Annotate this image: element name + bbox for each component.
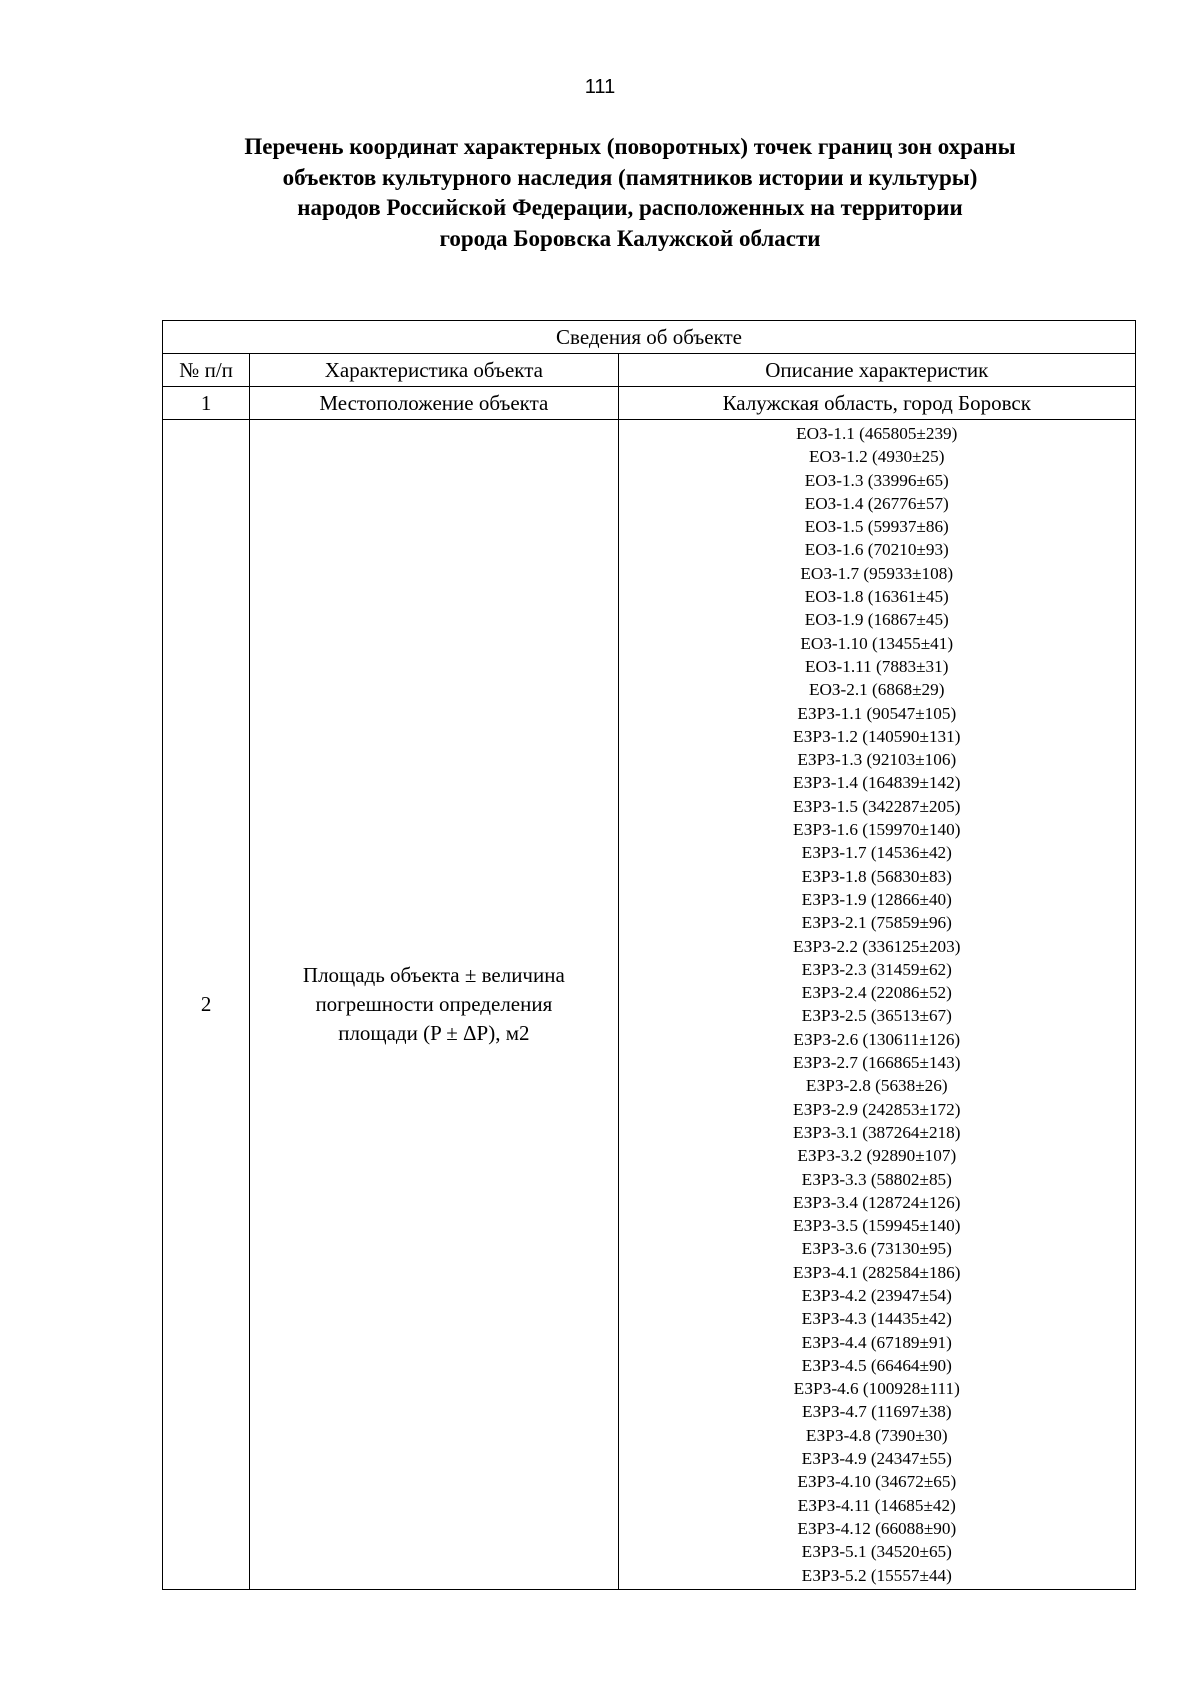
characteristic-line: Площадь объекта ± величина	[302, 962, 565, 987]
zone-area-item: ЕЗРЗ-1.3 (92103±106)	[797, 750, 957, 770]
zone-area-item: ЕЗРЗ-4.12 (66088±90)	[797, 1518, 957, 1538]
characteristic-line: площади (P ± ΔP), м2	[338, 1020, 530, 1045]
zone-area-item: ЕОЗ-1.11 (7883±31)	[805, 656, 949, 676]
zone-area-item: ЕОЗ-1.4 (26776±57)	[804, 493, 949, 513]
column-header-row	[163, 354, 1136, 387]
zone-area-item: ЕЗРЗ-5.2 (15557±44)	[801, 1565, 952, 1585]
zone-area-item: ЕЗРЗ-4.11 (14685±42)	[797, 1495, 956, 1515]
zone-area-list	[623, 420, 1132, 1589]
title-line: народов Российской Федерации, расположенных на территории	[297, 195, 963, 220]
table-row	[163, 420, 1136, 1590]
zone-area-item: ЕЗРЗ-4.6 (100928±111)	[793, 1379, 960, 1399]
zone-area-item: ЕЗРЗ-4.9 (24347±55)	[801, 1449, 952, 1469]
zone-area-item: ЕЗРЗ-3.3 (58802±85)	[801, 1169, 952, 1189]
page-number: 111	[584, 76, 616, 98]
row-number: 1	[163, 387, 250, 420]
zone-area-item: ЕЗРЗ-4.7 (11697±38)	[801, 1402, 952, 1422]
zone-area-item: ЕЗРЗ-3.2 (92890±107)	[797, 1146, 957, 1166]
zone-area-item: ЕЗРЗ-2.1 (75859±96)	[801, 913, 952, 933]
zone-area-item: ЕЗРЗ-1.9 (12866±40)	[801, 889, 952, 909]
title-line: Перечень координат характерных (поворотных) точек границ зон охраны	[244, 134, 1016, 159]
zone-area-item: ЕЗРЗ-5.1 (34520±65)	[801, 1542, 952, 1562]
zone-area-item: ЕЗРЗ-4.10 (34672±65)	[797, 1472, 957, 1492]
zone-area-item: ЕЗРЗ-4.5 (66464±90)	[801, 1355, 952, 1375]
zone-area-item: ЕЗРЗ-1.7 (14536±42)	[801, 843, 952, 863]
zone-area-item: ЕОЗ-1.5 (59937±86)	[804, 517, 949, 537]
zone-area-item: ЕОЗ-1.3 (33996±65)	[804, 470, 949, 490]
table-row	[163, 387, 1136, 420]
row-characteristic	[250, 420, 618, 1590]
zone-area-item: ЕЗРЗ-2.3 (31459±62)	[801, 959, 952, 979]
document-title	[150, 132, 1110, 254]
column-header-number: № п/п	[163, 354, 250, 387]
zone-area-item: ЕОЗ-1.2 (4930±25)	[809, 447, 945, 467]
zone-area-item: ЕЗРЗ-2.4 (22086±52)	[801, 983, 952, 1003]
zone-area-item: ЕЗРЗ-2.7 (166865±143)	[793, 1053, 961, 1073]
zone-area-item: ЕЗРЗ-3.5 (159945±140)	[793, 1216, 961, 1236]
title-line: объектов культурного наследия (памятников истории и культуры)	[282, 164, 978, 190]
zone-area-item: ЕЗРЗ-1.8 (56830±83)	[801, 866, 952, 886]
zone-area-item: ЕОЗ-1.9 (16867±45)	[804, 610, 949, 630]
zone-area-item: ЕОЗ-1.6 (70210±93)	[804, 540, 949, 560]
zone-area-item: ЕОЗ-1.10 (13455±41)	[800, 633, 954, 653]
zone-area-item: ЕЗРЗ-1.2 (140590±131)	[793, 726, 961, 746]
object-info-table	[162, 320, 1136, 1590]
zone-area-item: ЕЗРЗ-2.5 (36513±67)	[801, 1006, 952, 1026]
zone-area-item: ЕЗРЗ-4.1 (282584±186)	[793, 1262, 961, 1282]
zone-area-item: ЕОЗ-2.1 (6868±29)	[809, 680, 945, 700]
zone-area-item: ЕЗРЗ-1.1 (90547±105)	[797, 703, 957, 723]
zone-area-item: ЕЗРЗ-4.8 (7390±30)	[805, 1425, 948, 1445]
zone-area-item: ЕОЗ-1.7 (95933±108)	[800, 563, 954, 583]
zone-area-item: ЕЗРЗ-1.6 (159970±140)	[793, 820, 961, 840]
row-characteristic: Местоположение объекта	[250, 387, 618, 420]
zone-area-item: ЕЗРЗ-4.4 (67189±91)	[801, 1332, 952, 1352]
zone-area-item: ЕЗРЗ-1.5 (342287±205)	[793, 796, 961, 816]
column-header-description: Описание характеристик	[618, 354, 1136, 387]
section-header: Сведения об объекте	[163, 321, 1136, 354]
zone-area-item: ЕЗРЗ-3.6 (73130±95)	[801, 1239, 952, 1259]
zone-area-item: ЕЗРЗ-2.2 (336125±203)	[793, 936, 961, 956]
zone-area-item: ЕЗРЗ-4.2 (23947±54)	[801, 1285, 952, 1305]
zone-area-item: ЕЗРЗ-3.1 (387264±218)	[793, 1122, 961, 1142]
zone-area-item: ЕЗРЗ-3.4 (128724±126)	[793, 1192, 961, 1212]
section-header-row	[163, 321, 1136, 354]
zone-area-item: ЕЗРЗ-2.6 (130611±126)	[793, 1029, 961, 1049]
zone-area-item: ЕОЗ-1.8 (16361±45)	[804, 587, 949, 607]
zone-area-item: ЕЗРЗ-2.9 (242853±172)	[793, 1099, 961, 1119]
row-description: Калужская область, город Боровск	[618, 387, 1136, 420]
row-number: 2	[163, 420, 250, 1590]
zone-area-item: ЕЗРЗ-2.8 (5638±26)	[805, 1076, 948, 1096]
column-header-characteristic: Характеристика объекта	[250, 354, 618, 387]
zone-area-item: ЕЗРЗ-1.4 (164839±142)	[793, 773, 961, 793]
zone-area-item: ЕОЗ-1.1 (465805±239)	[796, 424, 958, 443]
zone-area-item: ЕЗРЗ-4.3 (14435±42)	[801, 1309, 952, 1329]
row-description	[618, 420, 1136, 1590]
title-line: города Боровска Калужской области	[439, 225, 821, 251]
characteristic-line: погрешности определения	[315, 991, 553, 1016]
